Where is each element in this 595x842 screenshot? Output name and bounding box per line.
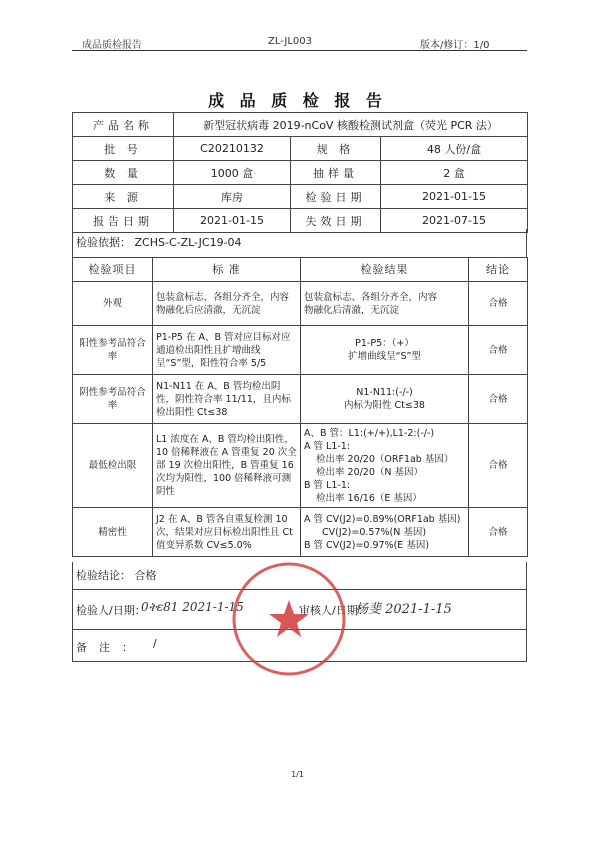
item-result bbox=[301, 424, 469, 508]
expiry-label: 失效日期 bbox=[291, 209, 381, 233]
batch-label: 批 号 bbox=[73, 137, 174, 161]
test-items-table bbox=[72, 257, 528, 557]
header-divider bbox=[72, 50, 527, 51]
item-conclusion: 合格 bbox=[469, 508, 528, 557]
test-basis bbox=[72, 229, 527, 257]
table-row bbox=[73, 375, 528, 424]
result-line: P1-P5：（+） bbox=[355, 338, 414, 349]
sample-value: 2 盒 bbox=[381, 161, 528, 185]
item-conclusion: 合格 bbox=[469, 326, 528, 375]
col-header-standard: 标 准 bbox=[153, 258, 301, 282]
item-name: 精密性 bbox=[73, 508, 153, 557]
table-row bbox=[73, 424, 528, 508]
product-info-table bbox=[72, 112, 528, 233]
table-row bbox=[73, 326, 528, 375]
quantity-label: 数 量 bbox=[73, 161, 174, 185]
result-line: 检出率 16/16（E 基因） bbox=[316, 492, 422, 504]
product-name-label: 产品名称 bbox=[73, 113, 174, 137]
conclusion-value: 合格 bbox=[134, 569, 157, 582]
result-line: A、B 管：L1:(+/+),L1-2:(-/-) bbox=[304, 427, 435, 439]
result-line: B 管 CV(J2)=0.97%(E 基因) bbox=[304, 539, 430, 551]
item-standard: 包装盒标志、各组分齐全，内容物融化后应清澈，无沉淀 bbox=[153, 282, 301, 326]
inspector-label: 检验人/日期： bbox=[76, 604, 146, 617]
result-line: CV(J2)=0.57%(N 基因) bbox=[322, 526, 427, 538]
result-line: N1-N11:(-/-) bbox=[356, 387, 413, 398]
test-basis-value: ZCHS-C-ZL-JC19-04 bbox=[134, 236, 242, 249]
test-date-value: 2021-01-15 bbox=[381, 185, 528, 209]
source-row bbox=[73, 185, 528, 209]
source-value: 库房 bbox=[174, 185, 291, 209]
result-line: 内标为阳性 Ct≤38 bbox=[344, 400, 425, 411]
header-version: 版本/修订：1/0 bbox=[420, 40, 490, 51]
reviewer-label: 审核人/日期： bbox=[299, 604, 369, 617]
result-line: 物融化后清澈，无沉淀 bbox=[304, 304, 400, 316]
col-header-result: 检验结果 bbox=[301, 258, 469, 282]
table-row bbox=[73, 282, 528, 326]
report-title: 成 品 质 检 报 告 bbox=[208, 91, 387, 110]
item-standard: J2 在 A、B 管各自重复检测 10 次，结果对应目标检出阳性且 Ct 值变异系数 CV≤5.0% bbox=[153, 508, 301, 557]
result-line: 检出率 20/20（N 基因） bbox=[316, 466, 424, 478]
item-standard: P1-P5 在 A、B 管对应目标对应通道检出阳性且扩增曲线呈“S”型，阳性符合率 5/5 bbox=[153, 326, 301, 375]
result-line: B 管 L1-1: bbox=[304, 479, 351, 491]
quantity-row bbox=[73, 161, 528, 185]
product-name-value: 新型冠状病毒 2019-nCoV 核酸检测试剂盒（荧光 PCR 法） bbox=[174, 113, 528, 137]
report-date-label: 报告日期 bbox=[73, 209, 174, 233]
spec-label: 规 格 bbox=[291, 137, 381, 161]
spec-value: 48 人份/盒 bbox=[381, 137, 528, 161]
quantity-value: 1000 盒 bbox=[174, 161, 291, 185]
result-line: A 管 L1-1: bbox=[304, 440, 351, 452]
col-header-item: 检验项目 bbox=[73, 258, 153, 282]
result-line: A 管 CV(J2)=0.89%(ORF1ab 基因) bbox=[304, 513, 461, 525]
header-doc-code: ZL-JL003 bbox=[268, 36, 313, 47]
item-conclusion: 合格 bbox=[469, 282, 528, 326]
item-conclusion: 合格 bbox=[469, 375, 528, 424]
test-date-label: 检验日期 bbox=[291, 185, 381, 209]
item-name: 阳性参考品符合率 bbox=[73, 326, 153, 375]
result-line: 包装盒标志、各组分齐全，内容 bbox=[304, 291, 438, 303]
col-header-conclusion: 结论 bbox=[469, 258, 528, 282]
expiry-value: 2021-07-15 bbox=[381, 209, 528, 233]
page-number: 1/1 bbox=[291, 770, 304, 779]
sample-label: 抽样量 bbox=[291, 161, 381, 185]
source-label: 来 源 bbox=[73, 185, 174, 209]
item-name: 外观 bbox=[73, 282, 153, 326]
item-result bbox=[301, 282, 469, 326]
item-standard: L1 浓度在 A、B 管均检出阳性，10 倍稀释液在 A 管重复 20 次全部 19 次检出阳性，B 管重复 16 次均为阳性，100 倍稀释液可测阴性 bbox=[153, 424, 301, 508]
item-result bbox=[301, 508, 469, 557]
remark-value: / bbox=[153, 637, 157, 650]
test-basis-label: 检验依据： bbox=[76, 236, 131, 249]
batch-value: C20210132 bbox=[174, 137, 291, 161]
remark-label: 备注： bbox=[76, 641, 145, 654]
header-doc-title: 成品质检报告 bbox=[82, 40, 142, 51]
item-name: 阴性参考品符合率 bbox=[73, 375, 153, 424]
test-items-header bbox=[73, 258, 528, 282]
inspector-signature: 0ትε81 2021-1-15 bbox=[141, 600, 244, 614]
item-result bbox=[301, 326, 469, 375]
company-seal-stamp bbox=[230, 560, 348, 678]
item-conclusion: 合格 bbox=[469, 424, 528, 508]
batch-row bbox=[73, 137, 528, 161]
reviewer-signature: 杨斐 2021-1-15 bbox=[355, 602, 452, 617]
item-standard: N1-N11 在 A、B 管均检出阴性，阴性符合率 11/11，且内标检出阳性 Ct≤38 bbox=[153, 375, 301, 424]
conclusion-label: 检验结论： bbox=[76, 569, 131, 582]
result-line: 检出率 20/20（ORF1ab 基因） bbox=[316, 453, 454, 465]
item-name: 最低检出限 bbox=[73, 424, 153, 508]
table-row bbox=[73, 508, 528, 557]
product-name-row bbox=[73, 113, 528, 137]
item-result bbox=[301, 375, 469, 424]
report-date-value: 2021-01-15 bbox=[174, 209, 291, 233]
result-line: 扩增曲线呈“S”型 bbox=[348, 351, 421, 362]
